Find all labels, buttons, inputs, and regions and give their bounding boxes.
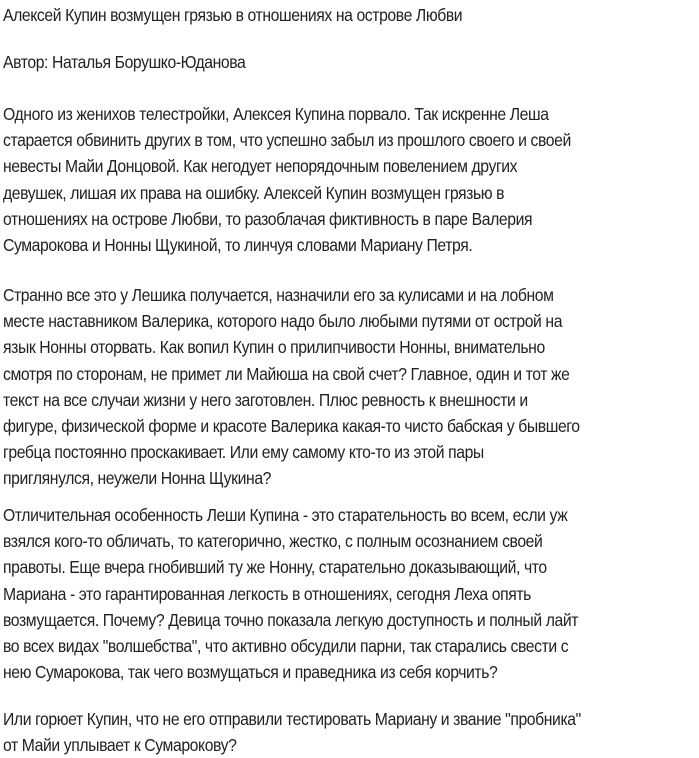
- paragraph-line: старается обвинить других в том, что успешно забыл из прошлого своего и своей: [3, 130, 571, 151]
- paragraph-line: Сумарокова и Нонны Щукиной, то линчуя словами Мариану Петря.: [3, 235, 473, 256]
- paragraph-line: нею Сумарокова, так чего возмущаться и праведника из себя корчить?: [3, 662, 498, 683]
- paragraph-1: [3, 101, 693, 258]
- paragraph-line: гребца постоянно проскакивает. Или ему самому кто-то из этой пары: [3, 442, 484, 463]
- paragraph-3: [3, 502, 693, 685]
- paragraph-line: невесты Майи Донцовой. Как негодует непорядочным повелением других: [3, 156, 518, 177]
- paragraph-line: девушек, лишая их права на ошибку. Алексей Купин возмущен грязью в: [3, 182, 505, 203]
- paragraph-line: Странно все это у Лешика получается, назначили его за кулисами и на лобном: [3, 285, 554, 305]
- paragraph-line: от Майи уплывает к Сумарокову?: [3, 735, 237, 756]
- article-title-text: Алексей Купин возмущен грязью в отношениях на острове Любви: [3, 5, 463, 25]
- paragraph-line: Отличительная особенность Леши Купина - это старательность во всем, если уж: [3, 505, 568, 525]
- paragraph-line: текст на все случаи жизни у него заготовлен. Плюс ревность к внешности и: [3, 389, 528, 410]
- paragraph-line: приглянулся, неужели Нонна Щукина?: [3, 468, 272, 489]
- paragraph-line: Мариана - это гарантированная легкость в отношениях, сегодня Леха опять: [3, 583, 531, 604]
- paragraph-line: Одного из женихов телестройки, Алексея Купина порвало. Так искренне Леша: [3, 104, 549, 124]
- paragraph-line: во всех видах "волшебства", что активно обсудили парни, так старались свести с: [3, 636, 569, 657]
- paragraph-line: правоты. Еще вчера гнобивший ту же Нонну, старательно доказывающий, что: [3, 557, 547, 578]
- article-author-text: Автор: Наталья Борушко-Юданова: [3, 52, 246, 72]
- paragraph-line: взялся кого-то обличать, то категорично, жестко, с полным осознанием своей: [3, 531, 543, 552]
- paragraph-4: [3, 706, 693, 758]
- paragraph-line: смотря по сторонам, не примет ли Майюша на свой счет? Главное, один и тот же: [3, 363, 570, 384]
- paragraph-line: фигуре, физической форме и красоте Валерика какая-то чисто бабская у бывшего: [3, 416, 580, 437]
- paragraph-line: язык Нонны оторвать. Как вопил Купин о прилипчивости Нонны, внимательно: [3, 337, 545, 358]
- article-author: [3, 49, 693, 75]
- paragraph-2: [3, 282, 693, 492]
- paragraph-line: месте наставником Валерика, которого надо было любыми путями от острой на: [3, 311, 563, 332]
- paragraph-line: отношениях на острове Любви, то разоблачая фиктивность в паре Валерия: [3, 208, 533, 229]
- article-title: [3, 2, 693, 28]
- paragraph-line: возмущается. Почему? Девица точно показала легкую доступность и полный лайт: [3, 609, 579, 630]
- paragraph-line: Или горюет Купин, что не его отправили тестировать Мариану и звание "пробника": [3, 709, 581, 729]
